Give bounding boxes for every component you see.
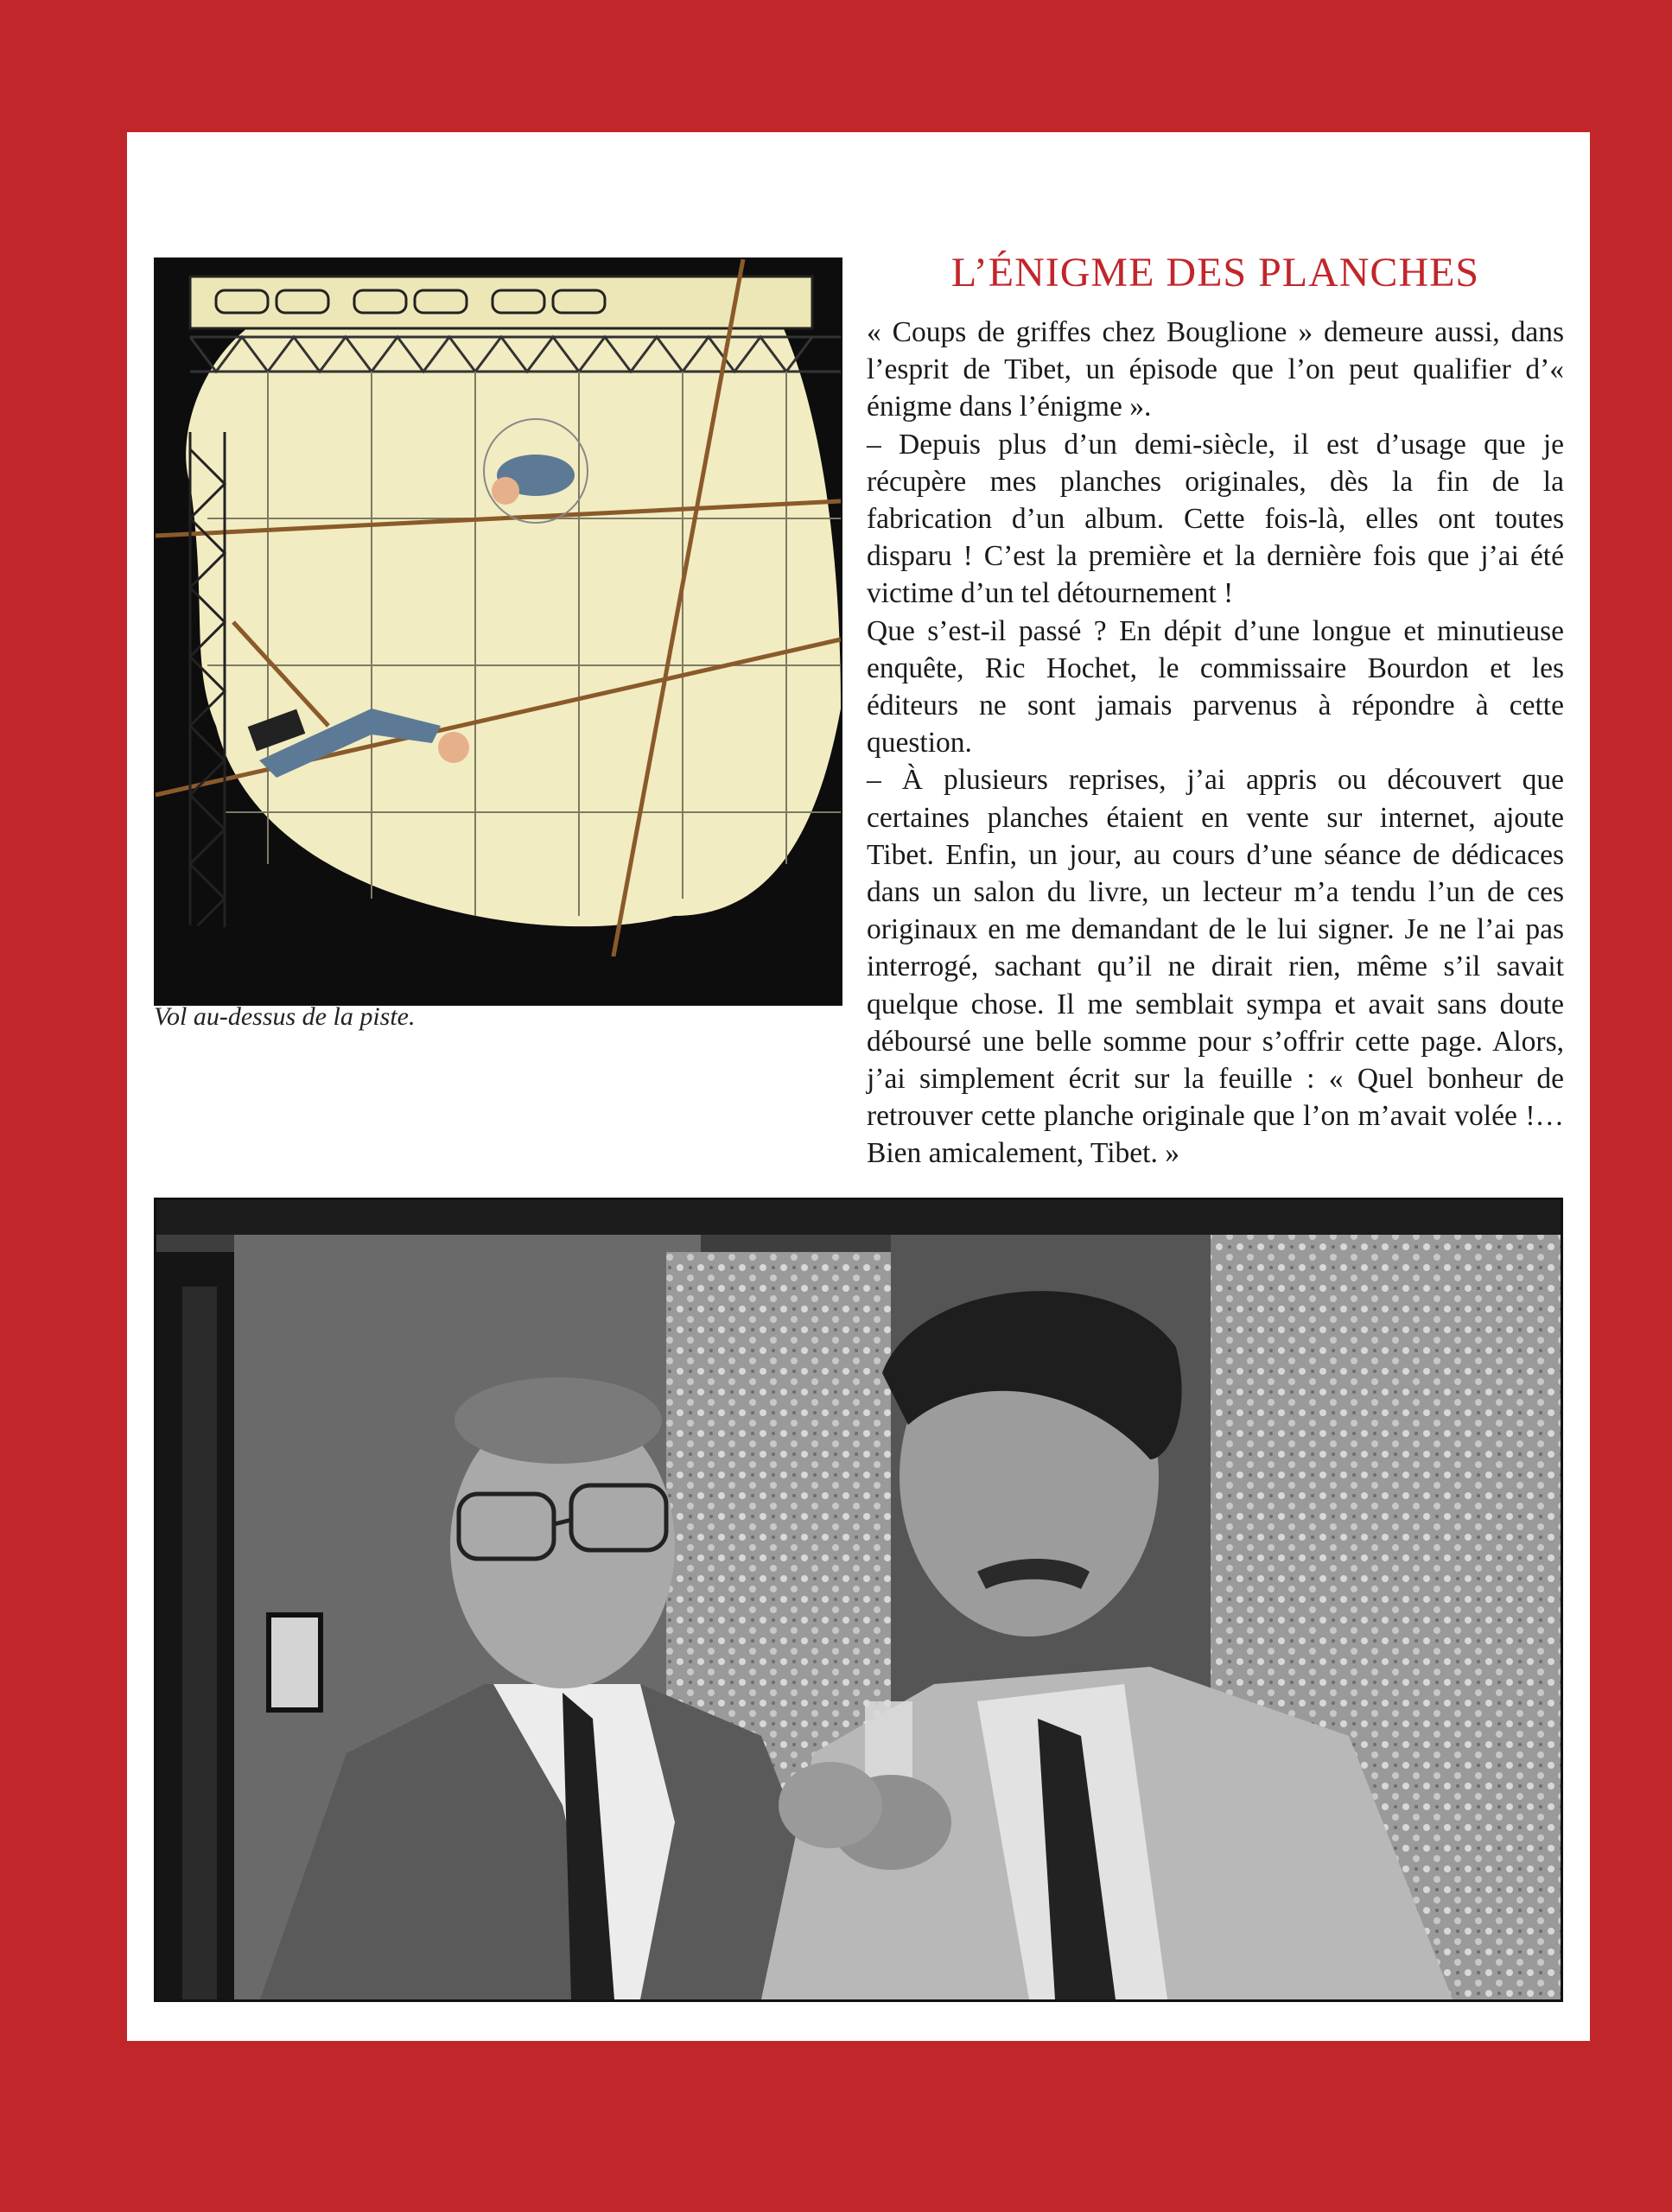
article-paragraph: – Depuis plus d’un demi-siècle, il est d’usage que je récupère mes planches originales, dès la fin de la fabrication d’un album. Cette fois-là, elles ont toutes disparu ! C’est la première et la dernière fois que j’ai été victime d’un tel détournement ! bbox=[867, 428, 1564, 610]
two-men-photo bbox=[156, 1200, 1561, 1999]
article-headline: L’ÉNIGME DES PLANCHES bbox=[950, 250, 1480, 296]
article-paragraph: – À plusieurs reprises, j’ai appris ou découvert que certaines planches étaient en vente sur internet, ajoute Tibet. Enfin, un jour, au cours d’une séance de dédicaces dans un salon du livre, un lecteur m’a tendu l’un de ces originaux en me demandant de le lui signer. Je ne l’ai pas interrogé, sachant qu’il ne dirait rien, même s’il savait quelque chose. Il me semblait sympa et avait sans doute déboursé une belle somme pour s’offrir cette page. Alors, j’ai simplement écrit sur la feuille : « Quel bonheur de retrouver cette planche originale que l’on m’avait volée !… Bien amicalement, Tibet. » bbox=[867, 764, 1564, 1170]
trapeze-illustration bbox=[156, 259, 841, 1004]
comic-caption: Vol au-dessus de la piste. bbox=[154, 1002, 416, 1031]
comic-panel-image bbox=[154, 257, 842, 1006]
article bbox=[867, 249, 1564, 1173]
article-paragraph: Que s’est-il passé ? En dépit d’une longue et minutieuse enquête, Ric Hochet, le commissaire Bourdon et les éditeurs ne sont jamais parvenus à répondre à cette question. bbox=[867, 614, 1564, 760]
article-paragraph: « Coups de griffes chez Bouglione » demeure aussi, dans l’esprit de Tibet, un épisode que l’on peut qualifier d’« énigme dans l’énigme ». bbox=[867, 316, 1564, 423]
page bbox=[127, 132, 1590, 2041]
portrait-photo bbox=[154, 1198, 1563, 2002]
